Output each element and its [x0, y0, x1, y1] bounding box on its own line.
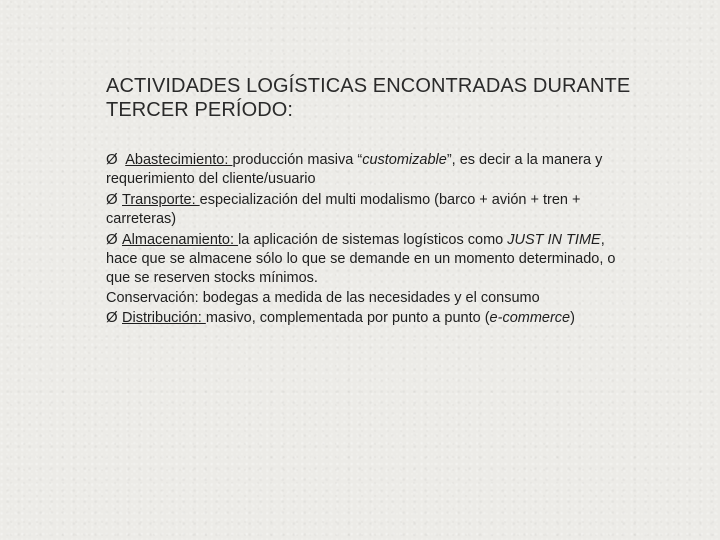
- item-text-end: ”, es decir a la manera y requerimiento del cliente/usuario: [106, 152, 603, 188]
- list-item-abastecimiento: [106, 150, 626, 190]
- item-italic: customizable: [362, 152, 447, 168]
- item-text-end: ): [570, 310, 575, 327]
- item-italic: JUST IN TIME: [507, 231, 601, 248]
- item-text: producción masiva “: [232, 152, 363, 168]
- item-text: Conservación: bodegas a medida de las necesidades y el consumo: [106, 289, 540, 306]
- list-item-conservacion: [106, 289, 626, 308]
- arrow-bullet-icon: Ø: [106, 230, 118, 248]
- item-text-end: , hace que se almacene sólo lo que se demande en un momento determinado, o que se reserven stocks mínimos.: [106, 231, 616, 287]
- item-term: Abastecimiento:: [125, 152, 233, 168]
- arrow-bullet-icon: Ø: [106, 190, 118, 208]
- slide-title-line-1: ACTIVIDADES LOGÍSTICAS ENCONTRADAS DURANTE: [106, 75, 631, 97]
- arrow-bullet-icon: Ø: [106, 309, 118, 327]
- list-item-distribucion: [106, 308, 626, 328]
- item-term: Distribución:: [122, 310, 206, 327]
- slide-body: [106, 150, 626, 329]
- item-text: especialización del multi modalismo (barco + avión + tren + carreteras): [106, 191, 581, 228]
- slide-title: [106, 74, 666, 122]
- item-text: masivo, complementada por punto a punto (: [205, 310, 490, 327]
- arrow-bullet-icon: Ø: [106, 151, 118, 168]
- item-text: la aplicación de sistemas logísticos como: [238, 231, 508, 248]
- slide-title-line-2: TERCER PERÍODO:: [106, 99, 294, 121]
- list-item-almacenamiento: [106, 230, 626, 289]
- item-italic: e-commerce: [489, 310, 571, 327]
- list-item-transporte: [106, 190, 626, 230]
- item-term: Transporte:: [122, 191, 200, 208]
- item-term: Almacenamiento:: [122, 231, 239, 248]
